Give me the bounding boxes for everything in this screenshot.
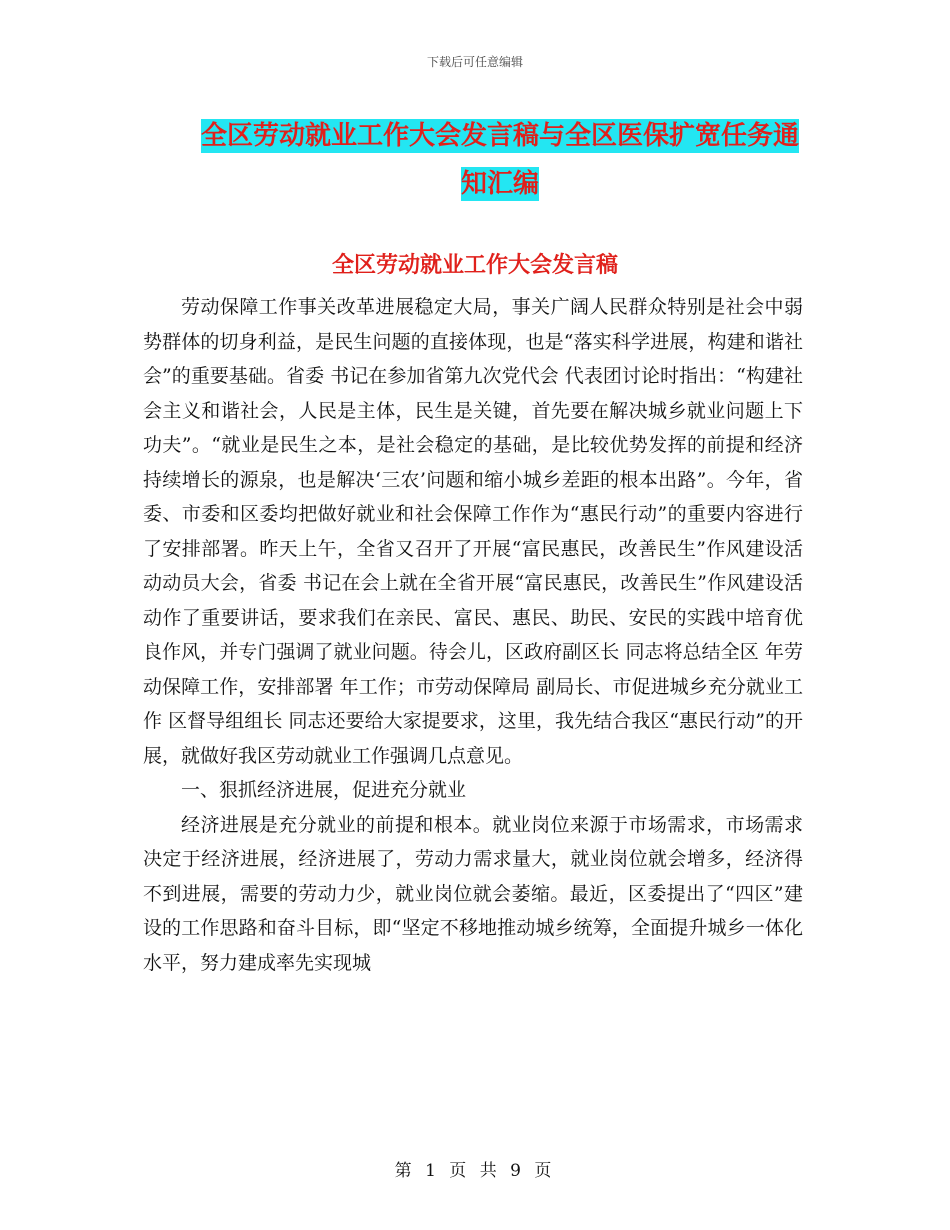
- title-line-1: 全区劳动就业工作大会发言稿与全区医保扩宽任务通: [200, 121, 799, 151]
- paragraph: 劳动保障工作事关改革进展稳定大局，事关广阔人民群众特别是社会中弱势群体的切身利益，是民生问题的直接体现，也是“落实科学进展，构建和谐社会”的重要基础。省委 书记在参加省第九次党代会 代表团讨论时指出：“构建社会主义和谐社会，人民是主体，民生是关键，首先要在解决城乡就业问题上下功夫”。“就业是民生之本，是社会稳定的基础，是比较优势发挥的前提和经济持续增长的源泉，也是解决‘三农’问题和缩小城乡差距的根本出路”。今年，省委、市委和区委均把做好就业和社会保障工作作为“惠民行动”的重要内容进行了安排部署。昨天上午，全省又召开了开展“富民惠民，改善民生”作风建设活动动员大会，省委 书记在会上就在全省开展“富民惠民，改善民生”作风建设活动作了重要讲话，要求我们在亲民、富民、惠民、助民、安民的实践中培育优良作风，并专门强调了就业问题。待会儿，区政府副区长 同志将总结全区 年劳动保障工作，安排部署 年工作；市劳动保障局 副局长、市促进城乡充分就业工作 区督导组组长 同志还要给大家提要求，这里，我先结合我区“惠民行动”的开展，就做好我区劳动就业工作强调几点意见。: [143, 296, 803, 767]
- paragraph-heading: 一、狠抓经济进展，促进充分就业: [181, 779, 467, 801]
- page-number: 第 1 页 共 9 页: [394, 1161, 556, 1181]
- header-note: 下载后可任意编辑: [426, 55, 523, 69]
- document-title: [140, 112, 860, 208]
- document-body: [143, 290, 803, 980]
- section-title: 全区劳动就业工作大会发言稿: [331, 253, 618, 278]
- title-line-2: 知汇编: [460, 169, 539, 199]
- paragraph: 经济进展是充分就业的前提和根本。就业岗位来源于市场需求，市场需求决定于经济进展，经济进展了，劳动力需求量大，就业岗位就会增多，经济得不到进展，需要的劳动力少，就业岗位就会萎缩。最近，区委提出了“四区”建设的工作思路和奋斗目标，即“坚定不移地推动城乡统筹，全面提升城乡一体化水平，努力建成率先实现城: [143, 813, 803, 974]
